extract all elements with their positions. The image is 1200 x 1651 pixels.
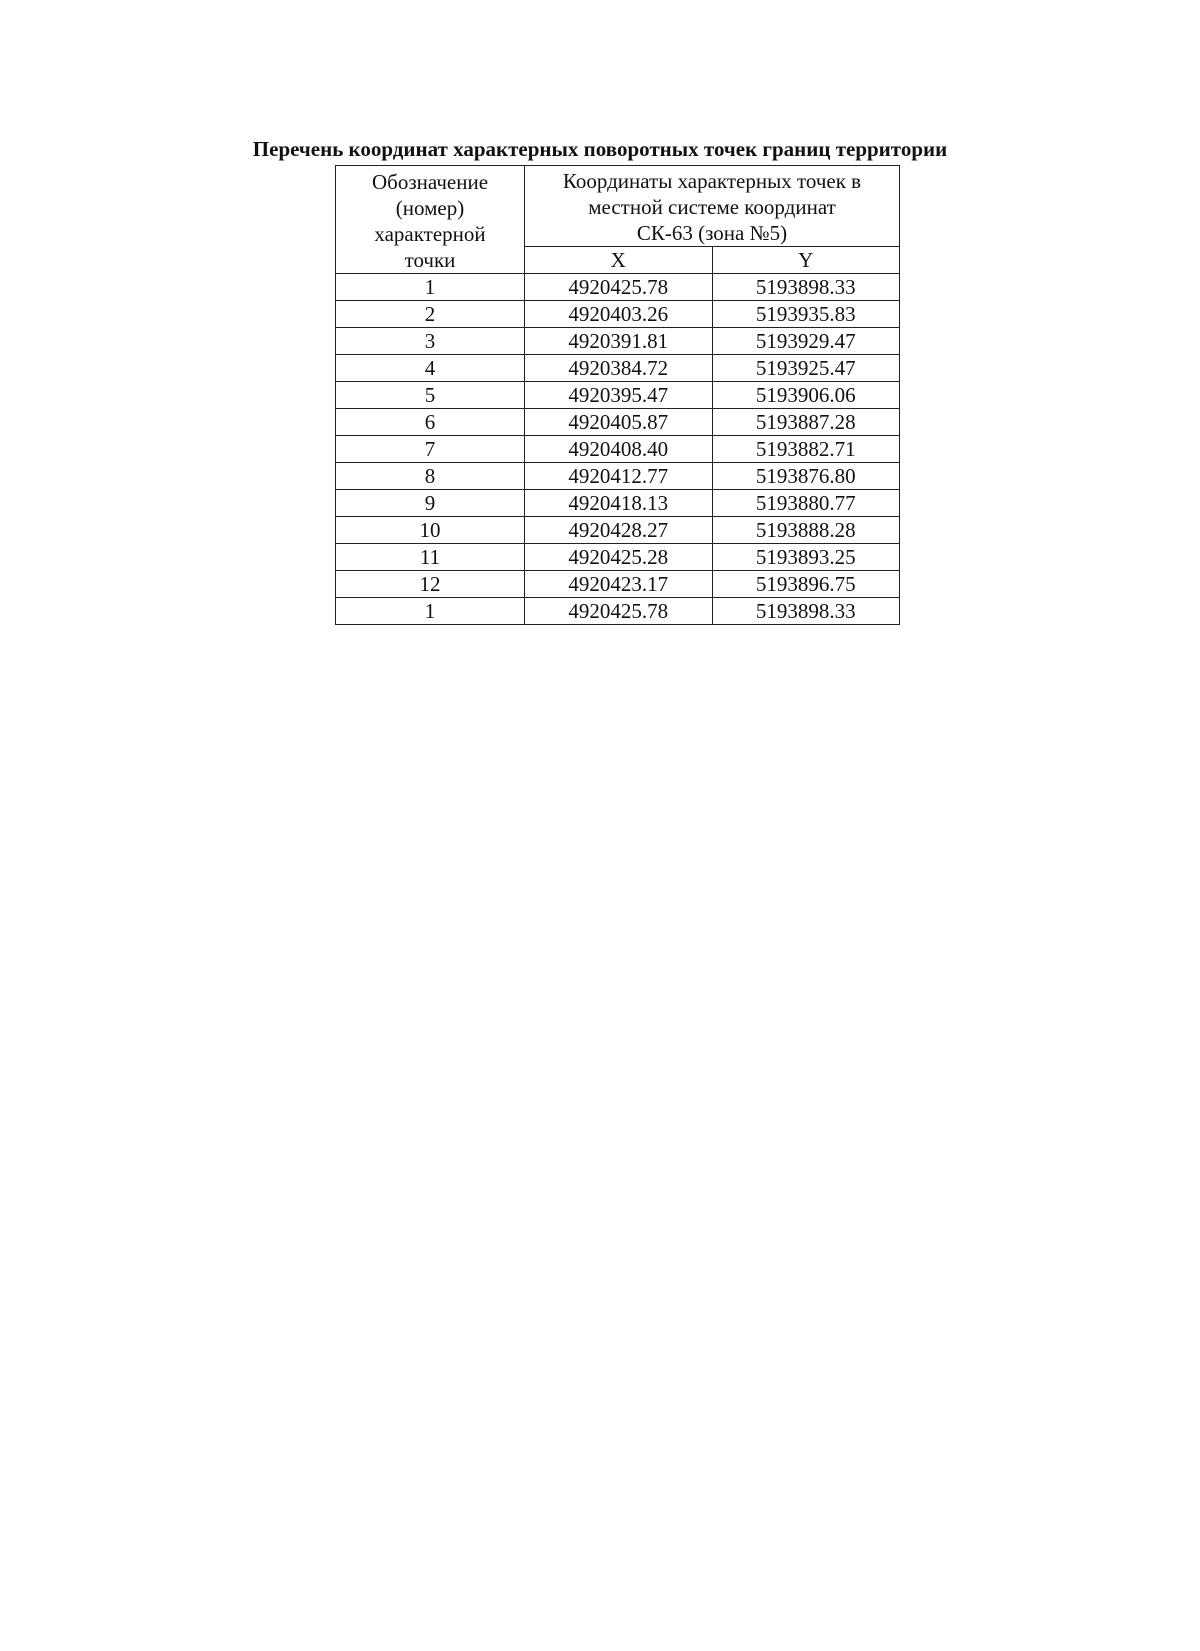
header-text-line: Координаты характерных точек в <box>562 169 862 193</box>
document-title: Перечень координат характерных поворотных точек границ территории <box>252 137 948 161</box>
table-row <box>336 328 900 355</box>
cell-x: 4920425.28 <box>525 544 713 571</box>
cell-point-number: 10 <box>336 517 525 544</box>
cell-x: 4920428.27 <box>525 517 713 544</box>
header-point-designation <box>336 166 525 274</box>
table-row <box>336 490 900 517</box>
header-text-line: Обозначение <box>371 169 489 194</box>
table-row <box>336 355 900 382</box>
header-coordinates <box>525 166 900 247</box>
cell-point-number: 1 <box>336 274 525 301</box>
cell-x: 4920425.78 <box>525 274 713 301</box>
cell-point-number: 12 <box>336 571 525 598</box>
cell-y: 5193896.75 <box>712 571 900 598</box>
cell-y: 5193887.28 <box>712 409 900 436</box>
cell-y: 5193893.25 <box>712 544 900 571</box>
table-row <box>336 382 900 409</box>
cell-point-number: 9 <box>336 490 525 517</box>
cell-point-number: 7 <box>336 436 525 463</box>
table-row <box>336 517 900 544</box>
table-row <box>336 409 900 436</box>
table-row <box>336 571 900 598</box>
cell-x: 4920408.40 <box>525 436 713 463</box>
table-row <box>336 463 900 490</box>
cell-point-number: 4 <box>336 355 525 382</box>
cell-x: 4920395.47 <box>525 382 713 409</box>
table-row <box>336 436 900 463</box>
table-header-row <box>336 166 900 247</box>
table-row <box>336 544 900 571</box>
cell-x: 4920423.17 <box>525 571 713 598</box>
cell-x: 4920405.87 <box>525 409 713 436</box>
cell-y: 5193880.77 <box>712 490 900 517</box>
cell-x: 4920384.72 <box>525 355 713 382</box>
cell-point-number: 3 <box>336 328 525 355</box>
cell-y: 5193898.33 <box>712 598 900 625</box>
cell-x: 4920391.81 <box>525 328 713 355</box>
cell-y: 5193876.80 <box>712 463 900 490</box>
cell-y: 5193929.47 <box>712 328 900 355</box>
cell-point-number: 8 <box>336 463 525 490</box>
header-text-line: СК-63 (зона №5) <box>636 221 788 245</box>
cell-y: 5193898.33 <box>712 274 900 301</box>
header-text-line: характерной <box>374 221 486 246</box>
cell-point-number: 5 <box>336 382 525 409</box>
cell-y: 5193882.71 <box>712 436 900 463</box>
cell-y: 5193925.47 <box>712 355 900 382</box>
table-row <box>336 598 900 625</box>
table-row <box>336 301 900 328</box>
cell-x: 4920418.13 <box>525 490 713 517</box>
header-y: Y <box>712 247 900 274</box>
cell-point-number: 1 <box>336 598 525 625</box>
table-row <box>336 274 900 301</box>
cell-x: 4920403.26 <box>525 301 713 328</box>
coordinates-table <box>335 165 900 625</box>
cell-y: 5193888.28 <box>712 517 900 544</box>
cell-y: 5193906.06 <box>712 382 900 409</box>
cell-x: 4920412.77 <box>525 463 713 490</box>
cell-point-number: 11 <box>336 544 525 571</box>
cell-x: 4920425.78 <box>525 598 713 625</box>
header-text-line: (номер) <box>395 195 465 220</box>
cell-point-number: 2 <box>336 301 525 328</box>
header-text-line: точки <box>404 247 456 272</box>
header-text-line: местной системе координат <box>588 195 836 219</box>
header-x: X <box>525 247 713 274</box>
cell-point-number: 6 <box>336 409 525 436</box>
cell-y: 5193935.83 <box>712 301 900 328</box>
